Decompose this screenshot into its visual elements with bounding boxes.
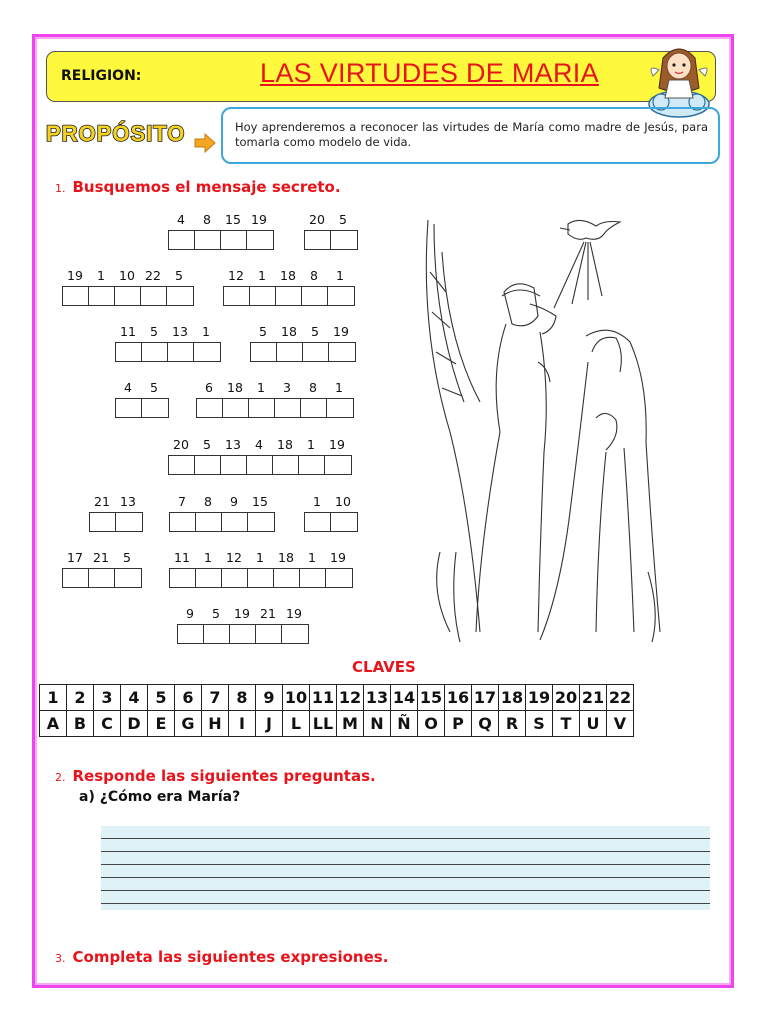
code-number: 8 [204, 494, 212, 509]
code-boxes[interactable] [223, 286, 355, 306]
clave-letter: U [580, 711, 607, 737]
code-number: 1 [308, 550, 316, 565]
clave-letter: J [256, 711, 283, 737]
code-number: 5 [212, 606, 220, 621]
code-number: 8 [309, 380, 317, 395]
purpose-label: PROPÓSITO [46, 121, 186, 146]
code-numbers [115, 380, 167, 396]
clave-letter: I [229, 711, 256, 737]
clave-letter: A [40, 711, 67, 737]
letter-box[interactable] [142, 399, 168, 417]
code-number: 18 [277, 437, 293, 452]
code-number: 6 [205, 380, 213, 395]
clave-letter: R [499, 711, 526, 737]
answer-line[interactable] [101, 852, 710, 865]
code-numbers [62, 268, 192, 284]
header-banner [46, 51, 716, 102]
subject-label: RELIGION: [61, 68, 142, 84]
letter-box[interactable] [325, 456, 351, 474]
clave-letter: O [418, 711, 445, 737]
clave-letter: E [148, 711, 175, 737]
letter-box[interactable] [195, 456, 221, 474]
code-numbers [168, 437, 350, 453]
code-number: 21 [93, 550, 109, 565]
letter-box[interactable] [300, 569, 326, 587]
answer-line[interactable] [101, 865, 710, 878]
letter-box[interactable] [170, 569, 196, 587]
letter-box[interactable] [116, 343, 142, 361]
letter-box[interactable] [221, 456, 247, 474]
code-number: 1 [204, 550, 212, 565]
code-numbers [169, 494, 273, 510]
letter-box[interactable] [170, 513, 196, 531]
clave-number: 22 [607, 685, 634, 711]
letter-box[interactable] [247, 456, 273, 474]
code-number: 5 [150, 324, 158, 339]
clave-number: 11 [310, 685, 337, 711]
letter-box[interactable] [224, 287, 250, 305]
letter-box[interactable] [275, 399, 301, 417]
code-boxes[interactable] [168, 455, 352, 475]
answer-lines[interactable] [101, 826, 710, 910]
letter-box[interactable] [256, 625, 282, 643]
letter-box[interactable] [331, 513, 357, 531]
letter-box[interactable] [301, 399, 327, 417]
code-boxes[interactable] [115, 398, 169, 418]
letter-box[interactable] [196, 569, 222, 587]
code-number: 13 [120, 494, 136, 509]
letter-box[interactable] [305, 513, 331, 531]
clave-number: 20 [553, 685, 580, 711]
code-number: 15 [225, 212, 241, 227]
code-number: 11 [120, 324, 136, 339]
section-3-heading: 3. Completa las siguientes expresiones. [55, 948, 389, 966]
code-boxes[interactable] [169, 568, 353, 588]
code-numbers [177, 606, 307, 622]
letter-box[interactable] [194, 343, 220, 361]
clave-number: 8 [229, 685, 256, 711]
code-number: 10 [335, 494, 351, 509]
letter-box[interactable] [329, 343, 355, 361]
claves-letter-row [40, 711, 634, 737]
letter-box[interactable] [116, 513, 142, 531]
worksheet-title: LAS VIRTUDES DE MARIA [260, 58, 599, 88]
code-number: 1 [202, 324, 210, 339]
letter-box[interactable] [276, 287, 302, 305]
code-number: 18 [227, 380, 243, 395]
code-number: 1 [336, 268, 344, 283]
clave-letter: C [94, 711, 121, 737]
code-number: 10 [119, 268, 135, 283]
claves-number-row [40, 685, 634, 711]
code-number: 18 [280, 268, 296, 283]
clave-letter: P [445, 711, 472, 737]
code-number: 5 [175, 268, 183, 283]
letter-box[interactable] [302, 287, 328, 305]
letter-box[interactable] [90, 513, 116, 531]
clave-number: 6 [175, 685, 202, 711]
code-number: 4 [255, 437, 263, 452]
code-boxes[interactable] [62, 568, 142, 588]
code-number: 21 [94, 494, 110, 509]
clave-letter: M [337, 711, 364, 737]
question-a: a) ¿Cómo era María? [79, 789, 241, 805]
code-numbers [62, 550, 140, 566]
letter-box[interactable] [299, 456, 325, 474]
clave-number: 5 [148, 685, 175, 711]
code-number: 1 [258, 268, 266, 283]
code-numbers [304, 494, 356, 510]
letter-box[interactable] [89, 569, 115, 587]
letter-box[interactable] [169, 231, 195, 249]
clave-number: 13 [364, 685, 391, 711]
code-number: 1 [313, 494, 321, 509]
code-number: 5 [123, 550, 131, 565]
letter-box[interactable] [328, 287, 354, 305]
code-number: 19 [329, 437, 345, 452]
code-boxes[interactable] [89, 512, 143, 532]
code-number: 13 [172, 324, 188, 339]
clave-letter: V [607, 711, 634, 737]
code-boxes[interactable] [196, 398, 354, 418]
code-number: 17 [67, 550, 83, 565]
code-number: 20 [173, 437, 189, 452]
code-numbers [115, 324, 219, 340]
code-number: 4 [177, 212, 185, 227]
letter-box[interactable] [250, 287, 276, 305]
code-boxes[interactable] [304, 230, 358, 250]
answer-line[interactable] [101, 891, 710, 904]
letter-box[interactable] [63, 569, 89, 587]
code-number: 18 [281, 324, 297, 339]
letter-box[interactable] [115, 287, 141, 305]
letter-box[interactable] [196, 513, 222, 531]
letter-box[interactable] [141, 287, 167, 305]
letter-box[interactable] [89, 287, 115, 305]
code-number: 19 [286, 606, 302, 621]
code-number: 9 [230, 494, 238, 509]
letter-box[interactable] [277, 343, 303, 361]
letter-box[interactable] [197, 399, 223, 417]
letter-box[interactable] [195, 231, 221, 249]
letter-box[interactable] [223, 399, 249, 417]
clave-number: 19 [526, 685, 553, 711]
clave-letter: G [175, 711, 202, 737]
clave-number: 18 [499, 685, 526, 711]
code-number: 19 [67, 268, 83, 283]
letter-box[interactable] [221, 231, 247, 249]
clave-number: 12 [337, 685, 364, 711]
clave-number: 15 [418, 685, 445, 711]
letter-box[interactable] [116, 399, 142, 417]
code-numbers [250, 324, 354, 340]
code-boxes[interactable] [168, 230, 274, 250]
code-number: 1 [335, 380, 343, 395]
code-boxes[interactable] [169, 512, 275, 532]
code-boxes[interactable] [115, 342, 221, 362]
letter-box[interactable] [305, 231, 331, 249]
letter-box[interactable] [168, 343, 194, 361]
clave-letter: S [526, 711, 553, 737]
code-number: 13 [225, 437, 241, 452]
letter-box[interactable] [274, 569, 300, 587]
letter-box[interactable] [326, 569, 352, 587]
clave-number: 2 [67, 685, 94, 711]
clave-number: 4 [121, 685, 148, 711]
clave-letter: L [283, 711, 310, 737]
letter-box[interactable] [248, 513, 274, 531]
code-number: 1 [257, 380, 265, 395]
code-number: 5 [150, 380, 158, 395]
clave-number: 10 [283, 685, 310, 711]
code-number: 19 [251, 212, 267, 227]
letter-box[interactable] [204, 625, 230, 643]
code-numbers [168, 212, 272, 228]
clave-number: 16 [445, 685, 472, 711]
code-number: 4 [124, 380, 132, 395]
code-number: 3 [283, 380, 291, 395]
code-number: 19 [234, 606, 250, 621]
clave-letter: LL [310, 711, 337, 737]
clave-number: 9 [256, 685, 283, 711]
clave-letter: Q [472, 711, 499, 737]
code-number: 12 [228, 268, 244, 283]
code-numbers [196, 380, 352, 396]
code-number: 5 [259, 324, 267, 339]
code-number: 19 [330, 550, 346, 565]
letter-box[interactable] [273, 456, 299, 474]
clave-letter: D [121, 711, 148, 737]
letter-box[interactable] [230, 625, 256, 643]
letter-box[interactable] [331, 231, 357, 249]
annunciation-illustration [420, 212, 672, 644]
clave-number: 14 [391, 685, 418, 711]
code-number: 1 [97, 268, 105, 283]
section-2-heading: 2. Responde las siguientes preguntas. [55, 767, 376, 785]
code-number: 9 [186, 606, 194, 621]
section-1-heading: 1. Busquemos el mensaje secreto. [55, 178, 341, 196]
code-number: 1 [256, 550, 264, 565]
clave-letter: Ñ [391, 711, 418, 737]
code-boxes[interactable] [304, 512, 358, 532]
letter-box[interactable] [63, 287, 89, 305]
code-number: 20 [309, 212, 325, 227]
letter-box[interactable] [167, 287, 193, 305]
letter-box[interactable] [178, 625, 204, 643]
letter-box[interactable] [248, 569, 274, 587]
answer-line[interactable] [101, 839, 710, 852]
clave-number: 3 [94, 685, 121, 711]
code-boxes[interactable] [177, 624, 309, 644]
code-number: 22 [145, 268, 161, 283]
clave-number: 1 [40, 685, 67, 711]
code-number: 5 [339, 212, 347, 227]
letter-box[interactable] [251, 343, 277, 361]
answer-line[interactable] [101, 878, 710, 891]
answer-line[interactable] [101, 826, 710, 839]
clave-number: 17 [472, 685, 499, 711]
letter-box[interactable] [247, 231, 273, 249]
claves-heading: CLAVES [352, 658, 416, 676]
letter-box[interactable] [222, 569, 248, 587]
code-number: 1 [307, 437, 315, 452]
clave-letter: N [364, 711, 391, 737]
letter-box[interactable] [303, 343, 329, 361]
letter-box[interactable] [142, 343, 168, 361]
claves-table [39, 684, 634, 737]
code-number: 7 [178, 494, 186, 509]
code-boxes[interactable] [62, 286, 194, 306]
code-number: 19 [333, 324, 349, 339]
code-number: 5 [203, 437, 211, 452]
code-number: 15 [252, 494, 268, 509]
code-number: 11 [174, 550, 190, 565]
code-boxes[interactable] [250, 342, 356, 362]
letter-box[interactable] [222, 513, 248, 531]
arrow-right-icon [194, 133, 216, 153]
code-number: 5 [311, 324, 319, 339]
code-numbers [89, 494, 141, 510]
clave-number: 7 [202, 685, 229, 711]
code-numbers [304, 212, 356, 228]
code-number: 8 [310, 268, 318, 283]
code-number: 18 [278, 550, 294, 565]
code-numbers [223, 268, 353, 284]
clave-letter: T [553, 711, 580, 737]
clave-letter: H [202, 711, 229, 737]
purpose-box [221, 107, 720, 164]
clave-number: 21 [580, 685, 607, 711]
purpose-text: Hoy aprenderemos a reconocer las virtudes de María como madre de Jesús, para tomarla como modelo de vida. [235, 120, 708, 149]
code-numbers [169, 550, 351, 566]
clave-letter: B [67, 711, 94, 737]
letter-box[interactable] [282, 625, 308, 643]
letter-box[interactable] [115, 569, 141, 587]
letter-box[interactable] [327, 399, 353, 417]
letter-box[interactable] [249, 399, 275, 417]
letter-box[interactable] [169, 456, 195, 474]
code-number: 12 [226, 550, 242, 565]
code-number: 8 [203, 212, 211, 227]
code-number: 21 [260, 606, 276, 621]
